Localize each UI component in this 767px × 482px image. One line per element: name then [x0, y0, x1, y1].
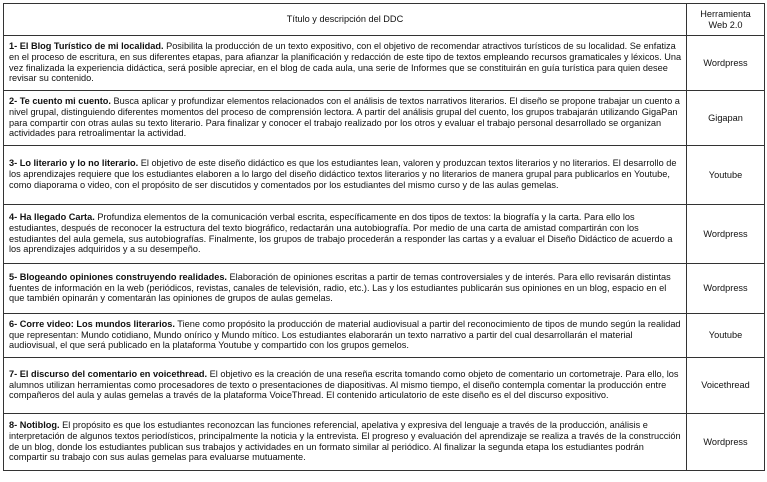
- row-text: Profundiza elementos de la comunicación verbal escrita, específicamente en dos tipos de textos: la biografía y la carta. Para ello los estudiantes, después de reconocer la estructura del texto biográfico, redactarán una autobiografía. Por medio de una carta de amistad compartirán con los estudiantes del aula gemela, sus autobiografías. Finalmente, los grupos de trabajo procederán a responder las cartas y a evaluar el Diseño Didáctico de acuerdo a los aprendizajes adquiridos y a su desempeño.: [9, 211, 673, 255]
- row-title: 8- Notiblog.: [9, 419, 60, 430]
- row-text: Busca aplicar y profundizar elementos relacionados con el análisis de textos narrativos literarios. El diseño se propone trabajar un cuento a nivel grupal, distinguiendo diferentes momentos del proceso de comprensión lectora. A partir del análisis grupal del cuento, los grupos trabajarán utilizando GigaPan para compartir con otras aulas su texto literario. Para finalizar y conocer el trabajo realizado por los otros y evaluar el trabajo personal desarrollado se organizan actividades para retroalimentar la actividad.: [9, 95, 680, 139]
- row-text: El objetivo de este diseño didáctico es que los estudiantes lean, valoren y produzcan textos literarios y no literarios. El desarrollo de los aprendizajes requiere que los estudiantes elaboren a lo largo del diseño didáctico textos literarios y no literarios de manera grupal para publicarlos en Youtube, como diaporama o video, con el propósito de ser discutidos y comentados por los estudiantes del mismo curso y de las aulas gemelas.: [9, 158, 677, 190]
- row-description: [4, 358, 687, 414]
- row-description: [4, 36, 687, 91]
- row-description: [4, 414, 687, 471]
- header-web-tool: [687, 4, 765, 36]
- row-title: 4- Ha llegado Carta.: [9, 211, 95, 222]
- row-text: Tiene como propósito la producción de material audiovisual a partir del reconocimiento de tipos de mundo según la realidad que representan: Mundo cotidiano, Mundo onírico y Mundo mítico. Los estudiantes elaborarán un texto narrativo a partir del cual desarrollarán el material audiovisual, el que será publicado en la plataforma Youtube y compartido con los grupos gemelos.: [9, 318, 681, 351]
- row-title: 3- Lo literario y lo no literario.: [9, 158, 139, 169]
- row-title: 7- El discurso del comentario en voicethread.: [9, 368, 208, 379]
- table-row: [4, 146, 765, 205]
- row-tool: Wordpress: [687, 36, 765, 91]
- row-text: El objetivo es la creación de una reseña escrita tomando como objeto de comentario un cortometraje. Para ello, los alumnos utilizan herramientas como procesadores de texto o presentaciones de diapositivas. Al mismo tiempo, el diseño contempla comentar la producción entre compañeros del aula y aulas gemelas a través de la plataforma VoiceThread. El contenido articulatorio de este diseño es el del discurso expositivo.: [9, 368, 679, 401]
- table-row: [4, 414, 765, 471]
- table-row: [4, 358, 765, 414]
- row-tool: Wordpress: [687, 414, 765, 471]
- row-tool: Youtube: [687, 314, 765, 358]
- row-title: 1- El Blog Turístico de mi localidad.: [9, 40, 164, 51]
- row-description: [4, 314, 687, 358]
- row-description: [4, 264, 687, 314]
- header-web-tool-line2: Web 2.0: [708, 19, 743, 30]
- row-text: Elaboración de opiniones escritas a partir de temas controversiales y de interés. Para ello revisarán distintas fuentes de información en la web (periódicos, revistas, canales de televisión, radio, etc.). Las y los estudiantes publicarán sus opiniones en un blog, espacio en el que también opinarán y comentarán las opiniones de grupos de aulas gemelas.: [9, 271, 671, 304]
- header-web-tool-line1: Herramienta: [700, 9, 751, 19]
- row-tool: Voicethread: [687, 358, 765, 414]
- row-title: 2- Te cuento mi cuento.: [9, 95, 111, 106]
- table-row: [4, 264, 765, 314]
- row-tool: Wordpress: [687, 264, 765, 314]
- table-row: [4, 205, 765, 264]
- row-tool: Gigapan: [687, 91, 765, 146]
- row-tool: Youtube: [687, 146, 765, 205]
- row-title: 5- Blogeando opiniones construyendo realidades.: [9, 271, 227, 282]
- table-row: [4, 314, 765, 358]
- table-header-row: [4, 4, 765, 36]
- table-row: [4, 36, 765, 91]
- row-description: [4, 205, 687, 264]
- row-description: [4, 146, 687, 205]
- row-tool: Wordpress: [687, 205, 765, 264]
- row-text: El propósito es que los estudiantes reconozcan las funciones referencial, apelativa y expresiva del lenguaje a través de la producción, análisis e interpretación de algunos textos periodísticos, principalmente la noticia y la entrevista. El progreso y evaluación del aprendizaje se realiza a través de la construcción de un blog, donde los estudiantes publican sus trabajos y actividades en un formato similar al periódico. Al finalizar la segunda etapa los estudiantes podrán compartir su trabajo con sus aulas gemelas para evaluarse mutuamente.: [9, 419, 681, 463]
- header-title-description: Título y descripción del DDC: [4, 4, 687, 36]
- row-text: Posibilita la producción de un texto expositivo, con el objetivo de recomendar atractivos turísticos de su localidad. Se enfatiza en el proceso de escritura, en sus diferentes etapas, para afianzar la planificación y redacción de este tipo de textos empleando recursos gramaticales y léxicos. Una vez finalizada la experiencia didáctica, será posible apreciar, en el blog de cada aula, una serie de Informes que se constituirán en guía turística para quien desee revisar su contenido.: [9, 40, 682, 84]
- ddc-table: [3, 3, 765, 471]
- row-title: 6- Corre video: Los mundos literarios.: [9, 318, 175, 329]
- row-description: [4, 91, 687, 146]
- table-row: [4, 91, 765, 146]
